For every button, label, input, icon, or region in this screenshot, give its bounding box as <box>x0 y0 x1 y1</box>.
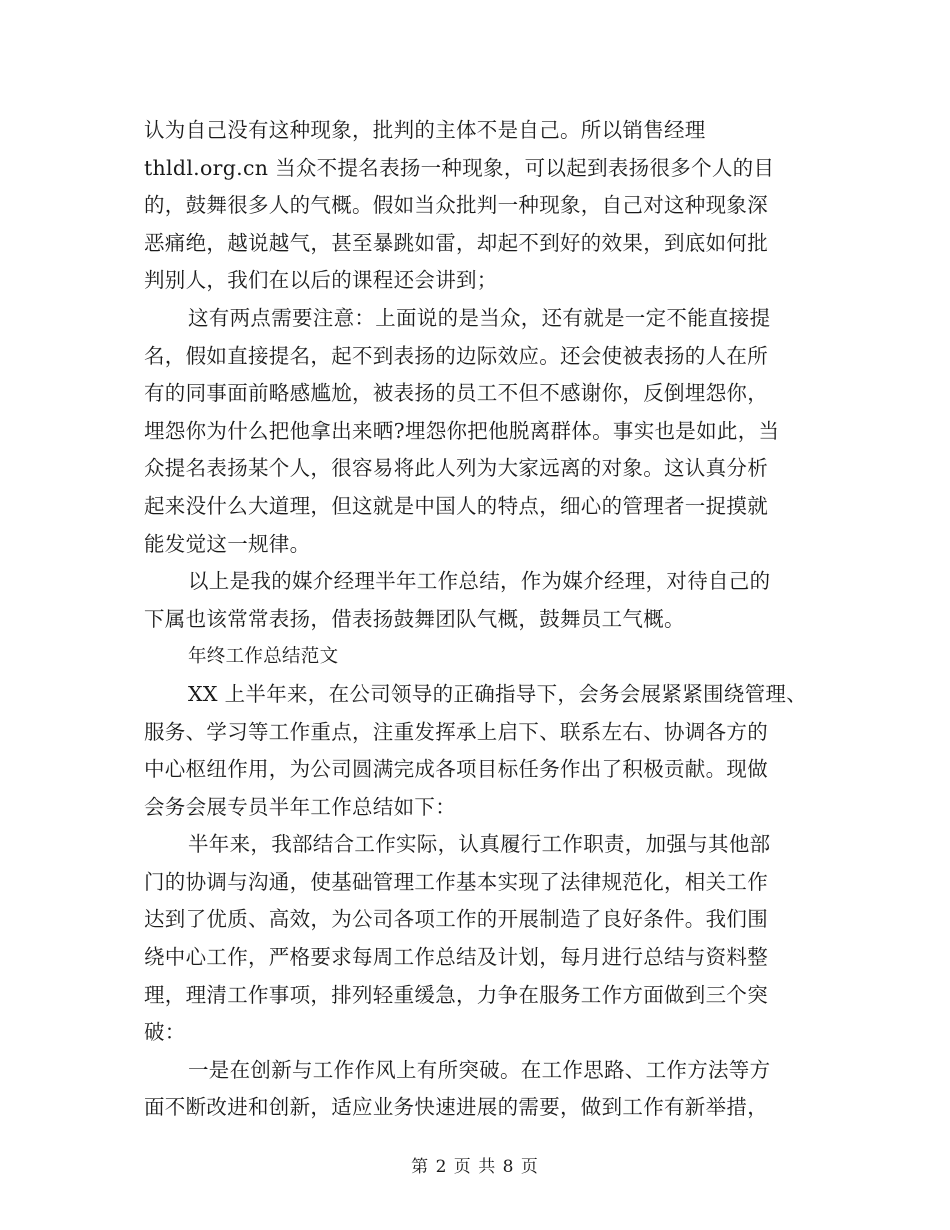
text-line: 一是在创新与工作作风上有所突破。在工作思路、工作方法等方 <box>188 1057 771 1082</box>
text-line: 有的同事面前略感尴尬，被表扬的员工不但不感谢你，反倒埋怨你， <box>144 381 768 406</box>
text-line: 会务会展专员半年工作总结如下： <box>144 794 456 819</box>
text-line: 服务、学习等工作重点，注重发挥承上启下、联系左右、协调各方的 <box>144 719 768 744</box>
text-line: 半年来，我部结合工作实际，认真履行工作职责，加强与其他部 <box>188 832 771 857</box>
text-line: 名，假如直接提名，起不到表扬的边际效应。还会使被表扬的人在所 <box>144 343 768 368</box>
text-line: 下属也该常常表扬，借表扬鼓舞团队气概，鼓舞员工气概。 <box>144 606 685 631</box>
text-line: 中心枢纽作用，为公司圆满完成各项目标任务作出了积极贡献。现做 <box>144 757 768 782</box>
text-line: 理，理清工作事项，排列轻重缓急，力争在服务工作方面做到三个突 <box>144 982 768 1007</box>
text-line: 埋怨你为什么把他拿出来晒?埋怨你把他脱离群体。事实也是如此，当 <box>144 418 780 443</box>
text-line: 这有两点需要注意：上面说的是当众，还有就是一定不能直接提 <box>188 305 771 330</box>
text-line: 达到了优质、高效，为公司各项工作的开展制造了良好条件。我们围 <box>144 907 768 932</box>
text-line: 绕中心工作，严格要求每周工作总结及计划，每月进行总结与资料整 <box>144 945 768 970</box>
text-line: 恶痛绝，越说越气，甚至暴跳如雷，却起不到好的效果，到底如何批 <box>144 230 768 255</box>
section-heading: 年终工作总结范文 <box>188 646 339 668</box>
text-line: 破： <box>144 1020 186 1045</box>
document-body <box>144 112 814 1127</box>
text-line: 判别人，我们在以后的课程还会讲到； <box>144 268 498 293</box>
text-line: XX 上半年来，在公司领导的正确指导下，会务会展紧紧围绕管理、 <box>188 681 808 706</box>
page-number-footer: 第 2 页 共 8 页 <box>411 1157 539 1177</box>
text-line: thldl.org.cn 当众不提名表扬一种现象，可以起到表扬很多个人的目 <box>144 155 775 180</box>
text-line: 面不断改进和创新，适应业务快速进展的需要，做到工作有新举措， <box>144 1095 768 1120</box>
text-line: 能发觉这一规律。 <box>144 531 311 556</box>
text-line: 众提名表扬某个人，很容易将此人列为大家远离的对象。这认真分析 <box>144 456 768 481</box>
text-line: 门的协调与沟通，使基础管理工作基本实现了法律规范化，相关工作 <box>144 869 768 894</box>
text-line: 起来没什么大道理，但这就是中国人的特点，细心的管理者一捉摸就 <box>144 493 768 518</box>
text-line: 以上是我的媒介经理半年工作总结，作为媒介经理，对待自己的 <box>188 569 771 594</box>
text-line: 的，鼓舞很多人的气概。假如当众批判一种现象，自己对这种现象深 <box>144 193 768 218</box>
text-line: 认为自己没有这种现象，批判的主体不是自己。所以销售经理 <box>144 118 706 142</box>
